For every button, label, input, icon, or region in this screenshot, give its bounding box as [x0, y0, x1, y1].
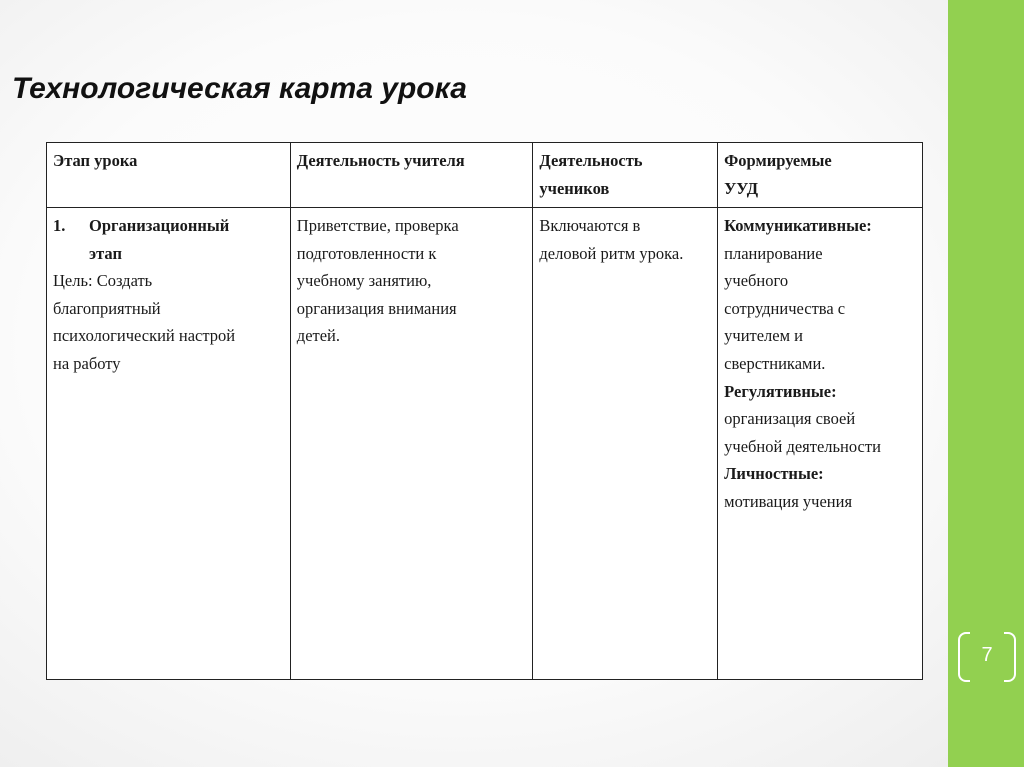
slide-title: Технологическая карта урока: [12, 72, 467, 105]
header-line: Этап урока: [53, 151, 138, 170]
uud-label: Коммуникативные:: [724, 216, 872, 235]
header-stage: [47, 143, 291, 208]
header-line: учеников: [539, 178, 610, 198]
text-line: сверстниками.: [724, 353, 826, 373]
stage-number: 1.: [53, 216, 66, 235]
text-line: организация внимания: [296, 298, 457, 318]
text-line: учебному занятию,: [296, 271, 432, 291]
header-line: Формируемые: [724, 151, 832, 170]
header-line: УУД: [724, 178, 759, 198]
text-line: организация своей: [724, 409, 856, 429]
text-line: Цель: Создать: [53, 271, 153, 291]
cell-uud: [718, 208, 923, 680]
table-row: [47, 208, 923, 680]
header-line: Деятельность учителя: [296, 151, 465, 170]
cell-stage: [47, 208, 291, 680]
text-line: на работу: [53, 353, 121, 373]
text-line: мотивация учения: [724, 491, 853, 511]
page-number: 7: [981, 644, 993, 666]
stage-title: [53, 212, 284, 240]
text-line: учебного: [724, 271, 789, 291]
text-line: Включаются в: [539, 216, 641, 235]
uud-label: Регулятивные:: [724, 381, 837, 401]
text-line: подготовленности к: [296, 243, 437, 263]
text-line: учителем и: [724, 326, 804, 346]
text-line: Организационный: [89, 216, 230, 235]
text-line: сотрудничества с: [724, 298, 846, 318]
cell-teacher: [290, 208, 533, 680]
text-line: деловой ритм урока.: [539, 243, 684, 263]
header-uud: [718, 143, 923, 208]
text-line: этап: [89, 243, 122, 263]
cell-students: [533, 208, 718, 680]
table-header-row: [47, 143, 923, 208]
header-line: Деятельность: [539, 151, 643, 170]
text-line: психологический настрой: [53, 326, 236, 346]
header-students: [533, 143, 718, 208]
text-line: планирование: [724, 243, 823, 263]
uud-label: Личностные:: [724, 464, 824, 484]
page-number-badge: [958, 632, 1016, 682]
text-line: благоприятный: [53, 298, 161, 318]
header-teacher: [290, 143, 533, 208]
text-line: Приветствие, проверка: [296, 216, 459, 235]
text-line: детей.: [296, 326, 341, 346]
lesson-map-table: [46, 142, 923, 680]
text-line: учебной деятельности: [724, 436, 881, 456]
